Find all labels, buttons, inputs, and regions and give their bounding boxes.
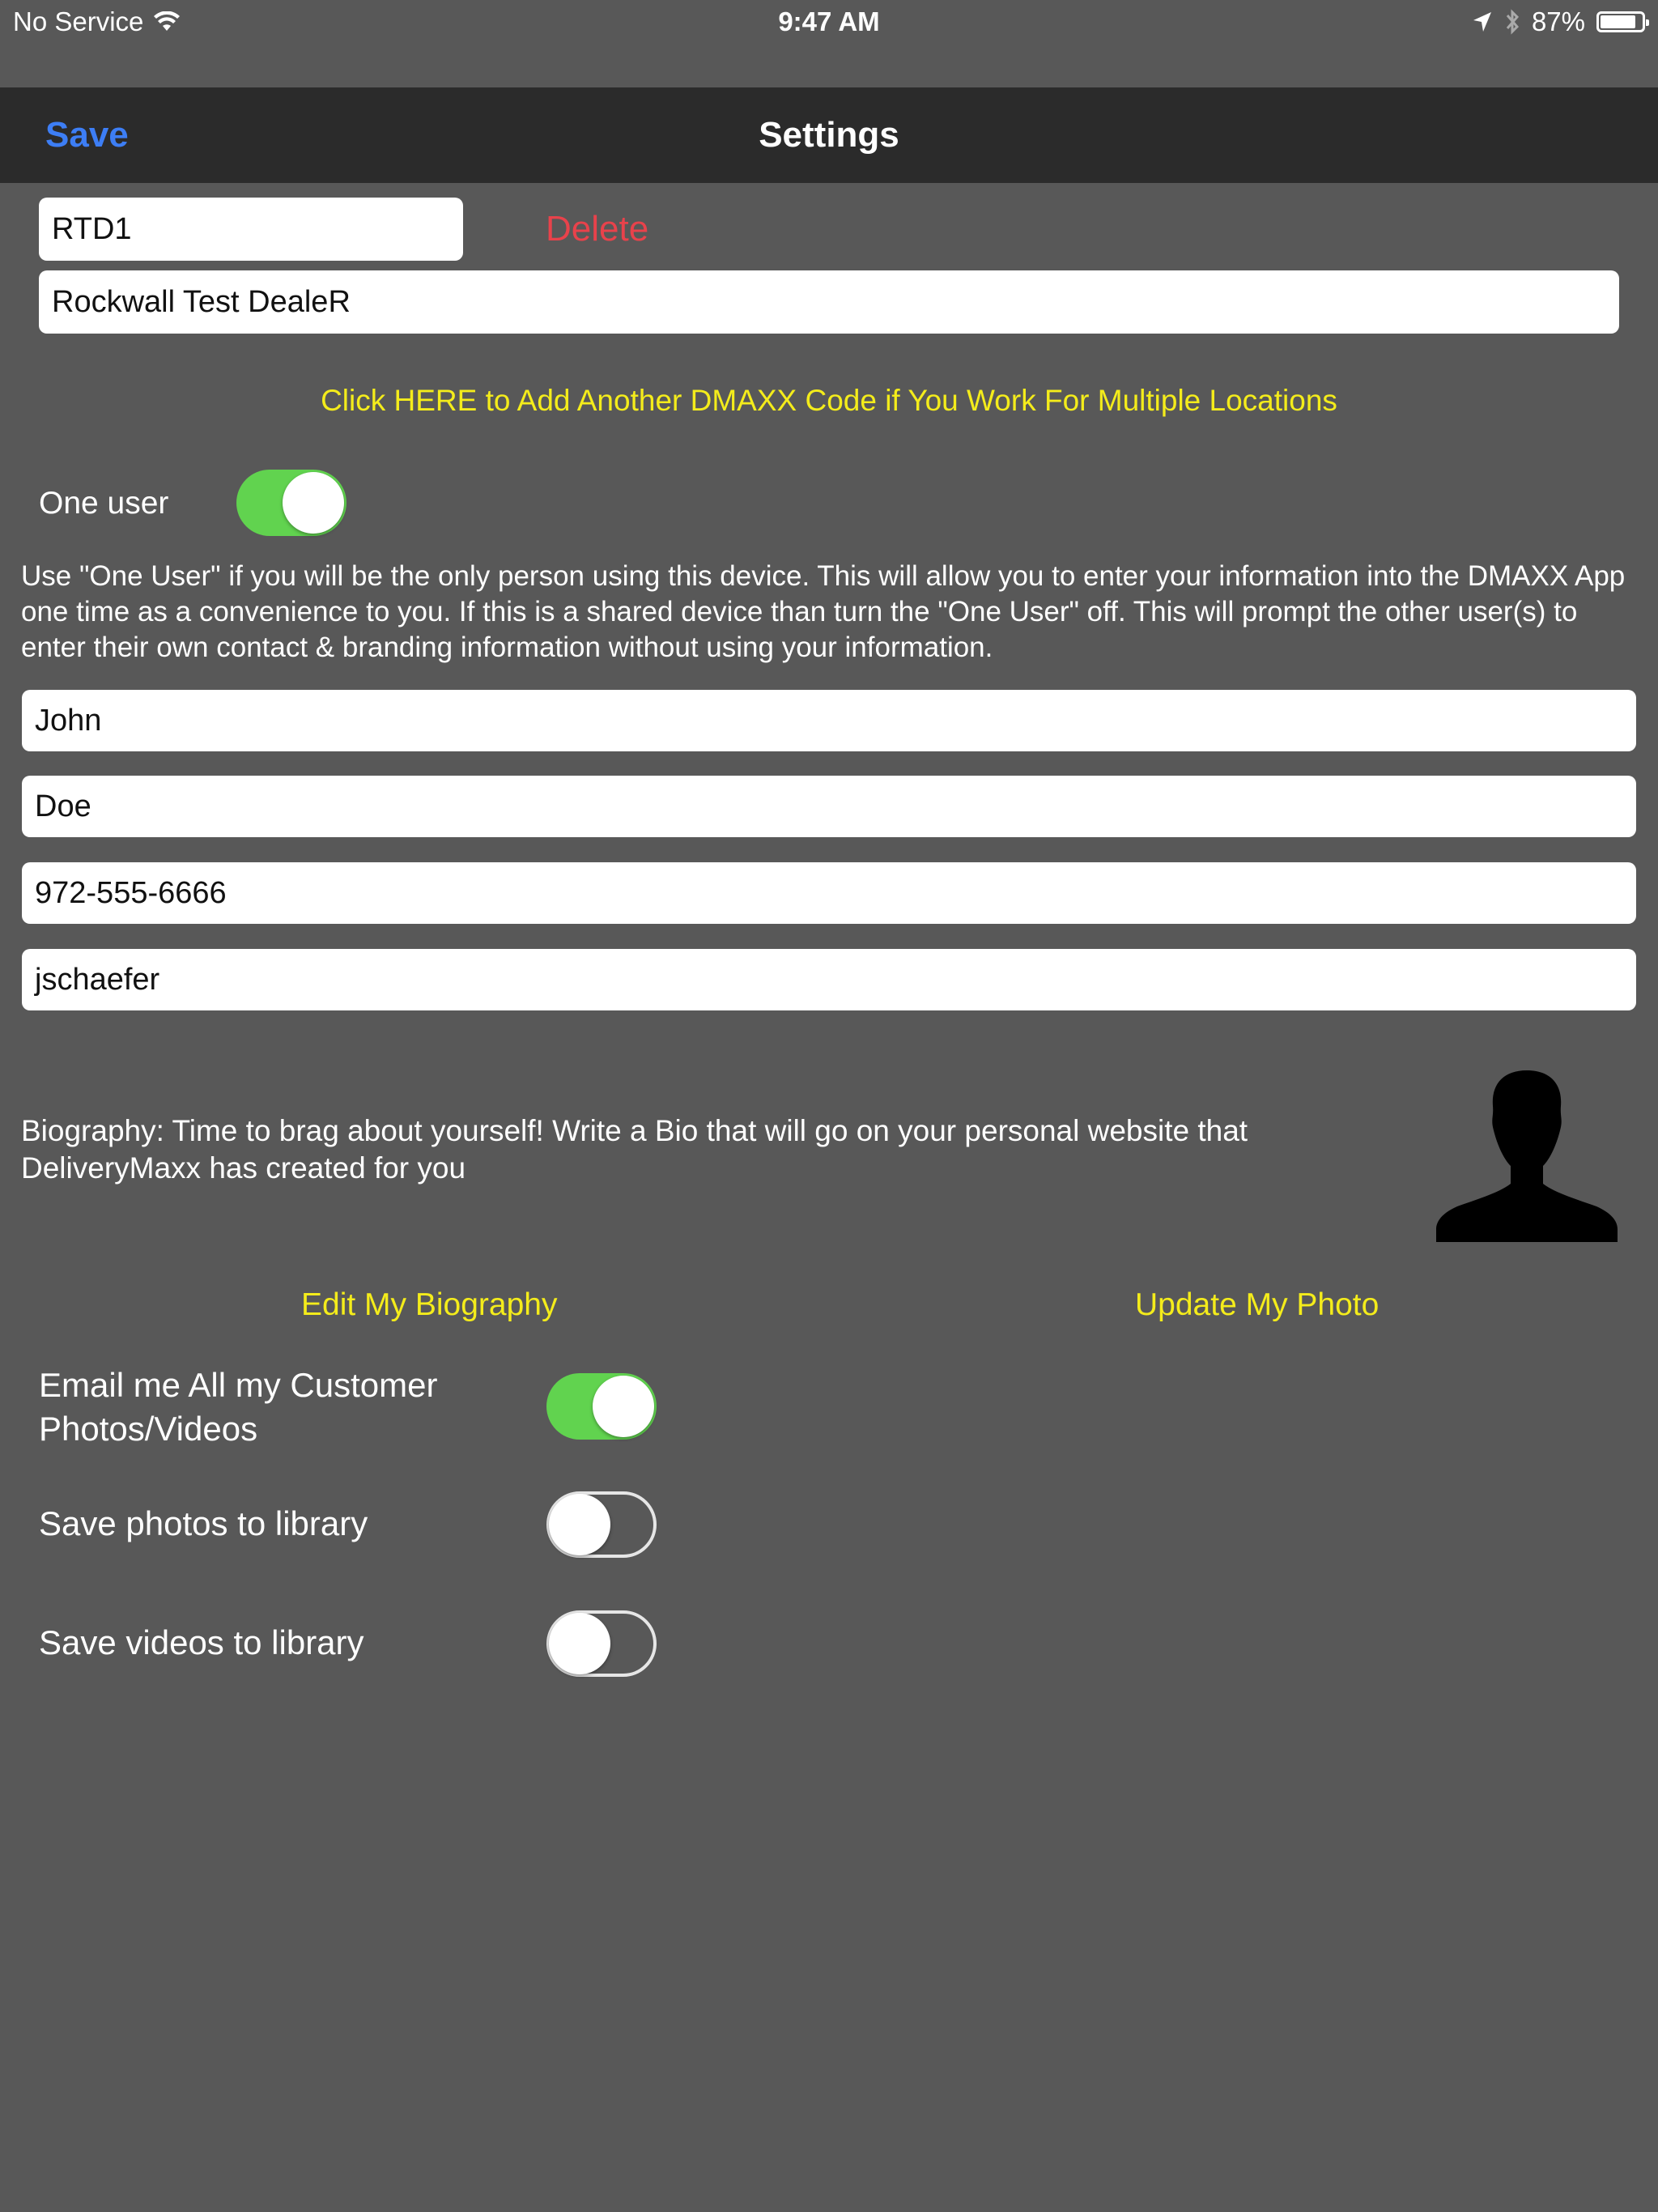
- one-user-description: Use "One User" if you will be the only person using this device. This will allow you to enter your information into the DMAXX App one time as a convenience to you. If this is a shared device than turn the "One User" off. This will prompt the other user(s) to enter their own contact & branding information without using your information.: [21, 560, 1626, 663]
- location-arrow-icon: [1472, 11, 1493, 33]
- edit-biography-button[interactable]: Edit My Biography: [301, 1287, 558, 1322]
- battery-icon: [1596, 11, 1645, 32]
- toggle-knob: [549, 1494, 610, 1555]
- one-user-toggle[interactable]: [236, 470, 346, 536]
- one-user-label: One user: [39, 486, 169, 521]
- email-media-label: Email me All my Customer Photos/Videos: [39, 1366, 438, 1448]
- first-name-input[interactable]: John: [22, 690, 1636, 751]
- last-name-input[interactable]: Doe: [22, 776, 1636, 837]
- battery-percent: 87%: [1531, 6, 1585, 36]
- dealer-name-input[interactable]: Rockwall Test DealeR: [39, 270, 1619, 334]
- carrier-text: No Service: [13, 6, 144, 36]
- page-title: Settings: [759, 115, 899, 155]
- add-dmaxx-code-link[interactable]: Click HERE to Add Another DMAXX Code if You Work For Multiple Locations: [321, 384, 1337, 417]
- toggle-knob: [283, 472, 344, 534]
- save-videos-label: Save videos to library: [39, 1623, 364, 1661]
- toggle-knob: [593, 1376, 654, 1437]
- dealer-code-input[interactable]: RTD1: [39, 198, 463, 261]
- navigation-bar: [0, 87, 1658, 183]
- status-bar: [0, 0, 1658, 49]
- toggle-knob: [549, 1613, 610, 1674]
- delete-button[interactable]: Delete: [546, 209, 649, 249]
- bluetooth-icon: [1504, 9, 1520, 35]
- update-photo-button[interactable]: Update My Photo: [1135, 1287, 1380, 1322]
- status-time: 9:47 AM: [778, 6, 880, 36]
- username-input[interactable]: jschaefer: [22, 949, 1636, 1010]
- phone-input[interactable]: 972-555-6666: [22, 862, 1636, 924]
- email-media-toggle[interactable]: [546, 1373, 657, 1440]
- profile-photo-placeholder-icon[interactable]: [1433, 1067, 1621, 1242]
- biography-prompt: Biography: Time to brag about yourself! Write a Bio that will go on your personal website that DeliveryMaxx has created for you: [21, 1114, 1248, 1185]
- save-videos-toggle[interactable]: [546, 1610, 657, 1677]
- status-right: [1472, 6, 1645, 37]
- save-photos-label: Save photos to library: [39, 1504, 368, 1542]
- save-button[interactable]: Save: [45, 115, 129, 155]
- save-photos-toggle[interactable]: [546, 1491, 657, 1558]
